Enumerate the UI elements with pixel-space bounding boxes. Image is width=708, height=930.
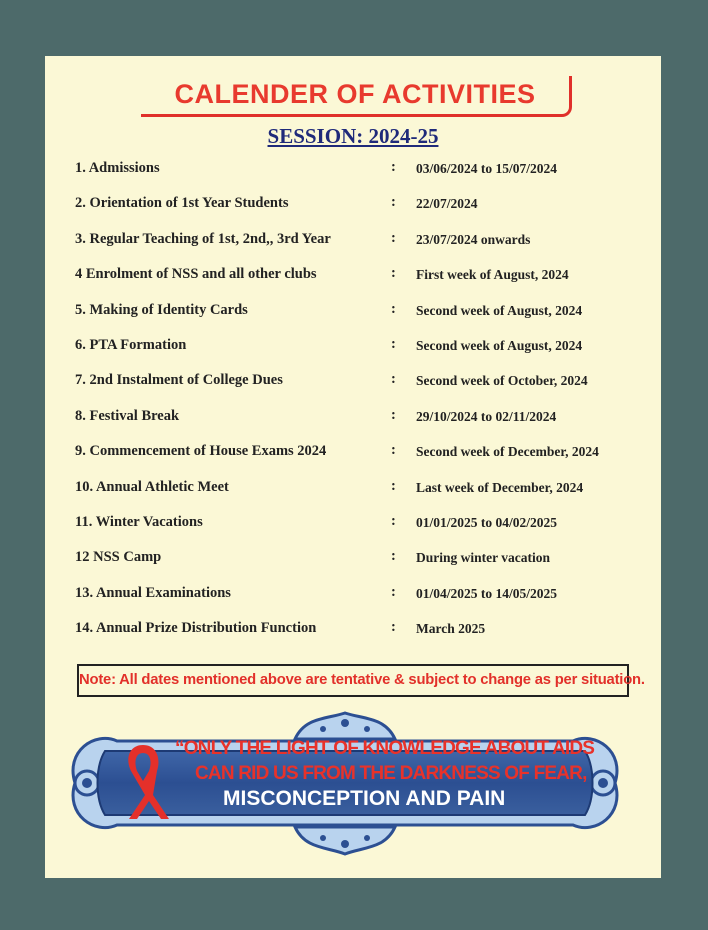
activity-label: 6. PTA Formation xyxy=(75,336,187,353)
activity-date: 29/10/2024 to 02/11/2024 xyxy=(416,408,557,424)
separator: : xyxy=(391,159,396,175)
activity-row xyxy=(75,404,645,439)
activity-date: 22/07/2024 xyxy=(416,196,478,212)
activities-list xyxy=(75,156,645,651)
activity-label: 8. Festival Break xyxy=(75,407,180,424)
activity-row xyxy=(75,616,645,651)
activity-row xyxy=(75,439,645,474)
activity-date: Last week of December, 2024 xyxy=(416,479,584,495)
calendar-sheet xyxy=(45,56,661,878)
activity-row xyxy=(75,581,645,616)
separator: : xyxy=(391,300,396,317)
separator: : xyxy=(391,442,396,459)
separator: : xyxy=(391,335,396,352)
activity-row xyxy=(75,475,645,510)
activity-label: 3. Regular Teaching of 1st, 2nd,, 3rd Year xyxy=(75,230,331,247)
activity-date: 01/04/2025 to 14/05/2025 xyxy=(416,585,557,601)
activity-label: 9. Commencement of House Exams 2024 xyxy=(75,443,327,460)
activity-row xyxy=(75,510,645,545)
activity-date: 03/06/2024 to 15/07/2024 xyxy=(416,161,557,176)
activity-date: Second week of August, 2024 xyxy=(416,337,583,353)
separator: : xyxy=(391,194,396,211)
activity-date: Second week of December, 2024 xyxy=(416,444,599,460)
separator: : xyxy=(391,583,396,600)
activity-date: 23/07/2024 onwards xyxy=(416,231,531,247)
activity-label: 4 Enrolment of NSS and all other clubs xyxy=(75,266,317,283)
activity-date: Second week of October, 2024 xyxy=(416,373,588,389)
activity-label: 5. Making of Identity Cards xyxy=(75,301,248,318)
separator: : xyxy=(391,229,396,246)
banner-quote-line-2: CAN RID US FROM THE DARKNESS OF FEAR, xyxy=(195,763,587,784)
separator: : xyxy=(391,619,396,636)
title-frame xyxy=(141,76,572,117)
activity-date: During winter vacation xyxy=(416,550,550,566)
activity-row xyxy=(75,227,645,262)
activity-label: 12 NSS Camp xyxy=(75,549,162,566)
separator: : xyxy=(391,371,396,388)
activity-row xyxy=(75,545,645,580)
activity-row xyxy=(75,191,645,226)
activity-label: 13. Annual Examinations xyxy=(75,584,231,601)
activity-label: 11. Winter Vacations xyxy=(75,513,203,530)
activity-label: 1. Admissions xyxy=(75,160,160,176)
activity-label: 2. Orientation of 1st Year Students xyxy=(75,195,289,212)
activity-row xyxy=(75,368,645,403)
activity-date: 01/01/2025 to 04/02/2025 xyxy=(416,514,557,530)
activity-date: Second week of August, 2024 xyxy=(416,302,583,318)
separator: : xyxy=(391,477,396,494)
aids-awareness-banner xyxy=(65,711,625,856)
separator: : xyxy=(391,406,396,423)
separator: : xyxy=(391,548,396,565)
session-heading: SESSION: 2024-25 xyxy=(267,124,439,148)
activity-row xyxy=(75,333,645,368)
activity-label: 10. Annual Athletic Meet xyxy=(75,478,229,495)
separator: : xyxy=(391,512,396,529)
banner-quote-line-3: MISCONCEPTION AND PAIN xyxy=(223,787,506,810)
activity-date: March 2025 xyxy=(416,621,486,637)
awareness-ribbon-icon xyxy=(115,741,171,821)
activity-row xyxy=(75,156,645,191)
activity-row xyxy=(75,298,645,333)
disclaimer-note: Note: All dates mentioned above are tentative & subject to change as per situation. xyxy=(77,664,629,697)
activity-date: First week of August, 2024 xyxy=(416,267,569,283)
activity-label: 14. Annual Prize Distribution Function xyxy=(75,620,317,637)
banner-quote-line-1: “ONLY THE LIGHT OF KNOWLEDGE ABOUT AIDS xyxy=(175,738,595,759)
page-title: CALENDER OF ACTIVITIES xyxy=(174,79,536,109)
activity-label: 7. 2nd Instalment of College Dues xyxy=(75,372,283,389)
activity-row xyxy=(75,262,645,297)
separator: : xyxy=(391,265,396,282)
